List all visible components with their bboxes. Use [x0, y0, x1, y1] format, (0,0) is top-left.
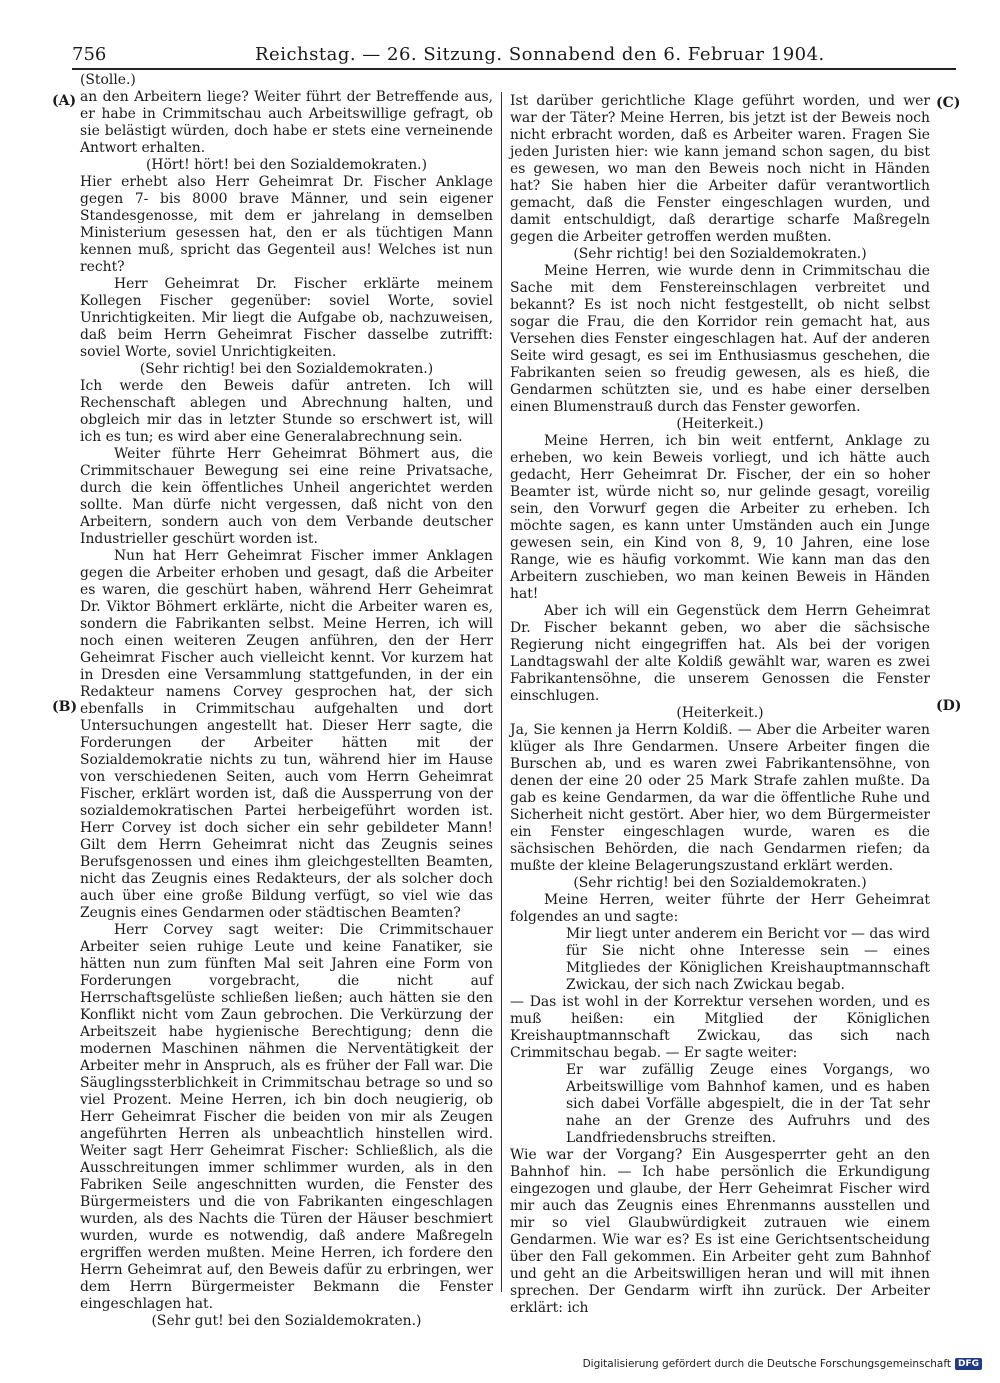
paragraph: an den Arbeitern liege? Weiter führt der Betreffende aus, er habe in Crimmitschau auch Arbeitswillige gefragt, ob sie belästigt würden, doch habe er stets eine verneinende Antwort erhalten.: [80, 89, 493, 156]
dfg-logo: DFG: [955, 1358, 982, 1370]
header-rule: [72, 68, 956, 70]
paragraph: Meine Herren, weiter führte der Herr Geheimrat folgendes an und sagte:: [510, 892, 930, 925]
block-quote: Mir liegt unter anderem ein Bericht vor — das wird für Sie nicht ohne Interesse sein — eines Mitgliedes der Königlichen Kreishauptmannschaft Zwickau, der sich nach Zwickau begab.: [566, 926, 930, 993]
paragraph: Hier erhebt also Herr Geheimrat Dr. Fischer Anklage gegen 7- bis 8000 brave Männer, und sein eigener Standesgenosse, mit dem er jahrelang in demselben Ministerium gesessen hat, den er als tüchtigen Mann kennen muß, spricht das Gegenteil aus! Welches ist nun recht?: [80, 174, 493, 275]
paragraph: Meine Herren, wie wurde denn in Crimmitschau die Sache mit dem Fenstereinschlagen verbreitet und bekannt? Es ist noch nicht festgestellt, ob nicht selbst sogar die Frau, die den Korridor rein gemacht hat, aus Versehen dies Fenster eingeschlagen hat. Auf der anderen Seite wird gesagt, es sei im Enthusiasmus geschehen, die Fabrikanten seien so freudig gewesen, als es hieß, die Gendarmen schützten sie, und es habe einer derselben einen Blumenstrauß durch das Fenster geworfen.: [510, 263, 930, 415]
paragraph: Ich werde den Beweis dafür antreten. Ich will Rechenschaft ablegen und Abrechnung halten, und obgleich mir das in letzter Stunde so erschwert ist, will ich es tun; es wird aber eine Generalabrechnung sein.: [80, 378, 493, 445]
paragraph: Herr Geheimrat Dr. Fischer erklärte meinem Kollegen Fischer gegenüber: soviel Worte, soviel Unrichtigkeiten. Mir liegt die Aufgabe ob, nachzuweisen, daß beim Herrn Geheimrat Fischer dasselbe zutrifft: soviel Worte, soviel Unrichtigkeiten.: [80, 276, 493, 360]
paragraph: Herr Corvey sagt weiter: Die Crimmitschauer Arbeiter seien ruhige Leute und keine Fanatiker, sie hätten nun zum fünften Mal seit Jahren eine Form von Forderungen vorgebracht, die nicht auf Herrschaftsgelüste schließen ließen; auch hätten sie den Konflikt nicht vom Zaun gebrochen. Die Verkürzung der Arbeitszeit habe hygienische Berechtigung; denn die modernen Maschinen nähmen die Nerventätigkeit der Arbeiter mehr in Anspruch, als es früher der Fall war. Die Säuglingssterblichkeit in Crimmitschau betrage so und so viel Prozent. Meine Herren, ich bin doch neugierig, ob Herr Geheimrat Fischer die beiden von mir als Zeugen angeführten Herren als unbeachtlich hinstellen wird. Weiter sagt Herr Geheimrat Fischer: Schließlich, als die Ausschreitungen immer schlimmer wurden, als in den Fabriken Seile angeschnitten wurden, die Fenster des Bürgermeisters und die von Fabrikanten eingeschlagen wurden, als des Nachts die Türen der Häuser beschmiert wurden, wurde es notwendig, daß andere Maßregeln ergriffen werden mußten. Meine Herren, ich fordere den Herrn Geheimrat auf, den Beweis dafür zu erbringen, wer dem Herrn Bürgermeister Bekmann die Fenster eingeschlagen hat.: [80, 922, 493, 1312]
right-text-column: [510, 93, 930, 1317]
margin-marker-a: (A): [52, 93, 77, 109]
paragraph: Weiter führte Herr Geheimrat Böhmert aus, die Crimmitschauer Bewegung sei eine reine Privatsache, durch die kein öffentliches Unheil angerichtet werden sollte. Man dürfe nicht vergessen, daß nicht von den Arbeitern, sondern auch von dem Verbande deutscher Industrieller geschürt worden ist.: [80, 446, 493, 547]
page-number: 756: [72, 44, 107, 65]
block-quote: Er war zufällig Zeuge eines Vorgangs, wo Arbeitswillige vom Bahnhof kamen, und es haben sich dabei Vorfälle abgespielt, die in der Tat sehr nahe an der Grenze des Aufruhrs und des Landfriedensbruchs streiften.: [566, 1062, 930, 1146]
margin-marker-d: (D): [936, 698, 962, 714]
interjection: (Sehr gut! bei den Sozialdemokraten.): [151, 1313, 422, 1329]
footer-text: Digitalisierung gefördert durch die Deutsche Forschungsgemeinschaft: [582, 1358, 951, 1370]
interjection: (Heiterkeit.): [676, 416, 764, 432]
interjection: (Sehr richtig! bei den Sozialdemokraten.): [139, 361, 434, 377]
margin-marker-c: (C): [936, 95, 961, 111]
interjection: (Heiterkeit.): [676, 705, 764, 721]
interjection: (Sehr richtig! bei den Sozialdemokraten.): [573, 875, 867, 891]
interjection: (Sehr richtig! bei den Sozialdemokraten.): [573, 246, 867, 262]
paragraph: Ja, Sie kennen ja Herrn Koldiß. — Aber die Arbeiter waren klüger als Ihre Gendarmen. Unsere Arbeiter fingen die Burschen ab, und es waren zwei Fabrikantensöhne, von denen der eine 20 oder 25 Mark Strafe zahlen mußte. Da gab es keine Gendarmen, da war die öffentliche Ruhe und Sicherheit nicht gestört. Aber hier, wo dem Bürgermeister ein Fenster eingeschlagen wurde, waren es die sächsischen Behörden, die nach Gendarmen riefen; da mußte der kleine Belagerungszustand erklärt werden.: [510, 722, 930, 874]
paragraph: Aber ich will ein Gegenstück dem Herrn Geheimrat Dr. Fischer bekannt geben, wo aber die sächsische Regierung nicht eingegriffen hat. Als bei der vorigen Landtagswahl der alte Koldiß gewählt war, waren es zwei Fabrikantensöhne, die unserem Genossen die Fenster einschlugen.: [510, 603, 930, 704]
paragraph: Ist darüber gerichtliche Klage geführt worden, und wer war der Täter? Meine Herren, bis jetzt ist der Beweis noch nicht erbracht worden, daß es Arbeiter waren. Fragen Sie jeden Juristen hier: wie kann jemand schon sagen, du bist es gewesen, wo man den Beweis noch nicht in Händen hat? Sie haben hier die Arbeiter dafür verantwortlich gemacht, daß die Fenster eingeschlagen wurden, und damit entschuldigt, daß derartige scharfe Maßregeln gegen die Arbeiter getroffen werden mußten.: [510, 93, 930, 245]
footer-credit: [583, 1358, 982, 1370]
interjection: (Hört! hört! bei den Sozialdemokraten.): [145, 157, 428, 173]
paragraph: Wie war der Vorgang? Ein Ausgesperrter geht an den Bahnhof hin. — Ich habe persönlich die Erkundigung eingezogen und glaube, der Herr Geheimrat Fischer wird mir auch das Zeugnis eines Ehrenmanns ausstellen und mir so viel Glaubwürdigkeit zutrauen wie einem Gendarmen. Wie war es? Es ist eine Gerichtsentscheidung über den Fall gekommen. Ein Arbeiter geht zum Bahnhof und geht an die Arbeitswilligen heran und will mit ihnen sprechen. Der Gendarm wirft ihn zurück. Der Arbeiter erklärt: ich: [510, 1147, 930, 1316]
running-title: Reichstag. — 26. Sitzung. Sonnabend den 6. Februar 1904.: [255, 44, 825, 65]
column-divider: [501, 92, 502, 1292]
paragraph: — Das ist wohl in der Korrektur versehen worden, und es muß heißen: ein Mitglied der Königlichen Kreishauptmannschaft Zwickau, das sich nach Crimmitschau begab. — Er sagte weiter:: [510, 994, 930, 1061]
paragraph: Nun hat Herr Geheimrat Fischer immer Anklagen gegen die Arbeiter erhoben und gesagt, daß die Arbeiter es waren, die geschürt haben, während Herr Geheimrat Dr. Viktor Böhmert erklärte, nicht die Arbeiter waren es, sondern die Fabrikanten selbst. Meine Herren, ich will noch einen weiteren Zeugen anführen, den der Herr Geheimrat Fischer auch vielleicht kennt. Vor kurzem hat in Dresden eine Versammlung stattgefunden, in der ein Redakteur namens Corvey gesprochen hat, der sich ebenfalls in Crimmitschau aufgehalten und dort Untersuchungen angestellt hat. Dieser Herr sagte, die Forderungen der Arbeiter hätten mit der Sozialdemokratie nichts zu tun, während hier im Hause von verschiedenen Seiten, auch vom Herrn Geheimrat Fischer, erklärt worden ist, daß die Aussperrung von der sozialdemokratischen Partei herbeigeführt worden ist. Herr Corvey ist doch sicher ein sehr gebildeter Mann! Gilt dem Herrn Geheimrat nicht das Zeugnis seines Berufsgenossen und eines ihm gleichgestellten Beamten, nicht das Zeugnis eines Redakteurs, der als solcher doch auch über eine große Bildung verfügt, so viel wie das Zeugnis eines Gendarmen oder städtischen Beamten?: [80, 548, 493, 921]
speaker-name: (Stolle.): [80, 72, 136, 88]
left-text-column: [80, 72, 493, 1330]
margin-marker-b: (B): [52, 699, 78, 715]
paragraph: Meine Herren, ich bin weit entfernt, Anklage zu erheben, wo kein Beweis vorliegt, und ich hätte auch gedacht, Herr Geheimrat Dr. Fischer, der ein so hoher Beamter ist, würde nicht so, nur gelinde gesagt, voreilig sein, den Vorwurf gegen die Arbeiter zu erheben. Ich möchte sagen, es kann unter Umständen auch ein Junge gewesen sein, ein Kind von 8, 9, 10 Jahren, eine lose Range, wie es häufig vorkommt. Wie kann man das den Arbeitern zuschieben, wo man keinen Beweis in Händen hat!: [510, 433, 930, 602]
